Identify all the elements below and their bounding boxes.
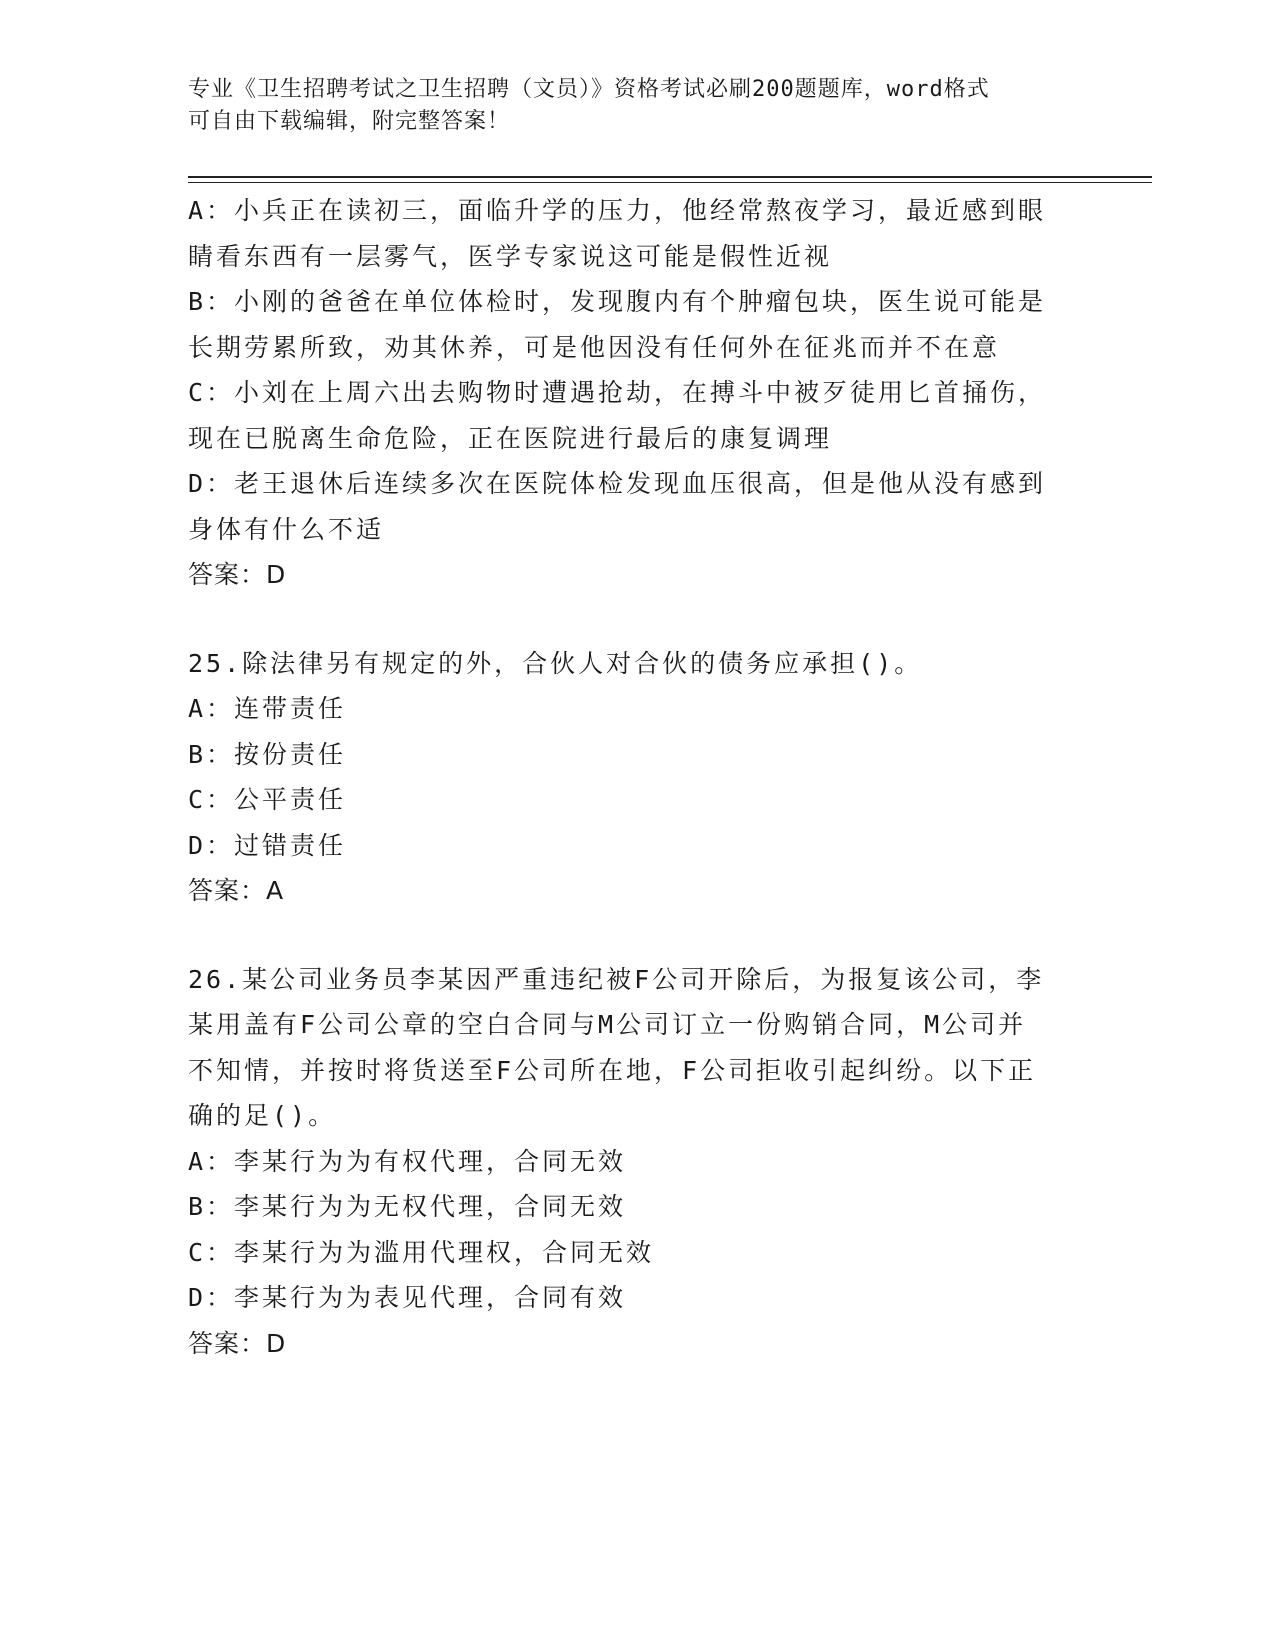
option-line: 身体有什么不适 bbox=[188, 514, 385, 544]
question-stem-line: 某用盖有F公司公章的空白合同与M公司订立一份购销合同，M公司并 bbox=[188, 1010, 1027, 1039]
answer-label: 答案：D bbox=[188, 560, 287, 589]
answer-label: 答案：A bbox=[188, 876, 285, 905]
option-a: A：连带责任 bbox=[188, 694, 347, 723]
option-line: 现在已脱离生命危险，正在医院进行最后的康复调理 bbox=[188, 423, 833, 453]
answer-label: 答案：D bbox=[188, 1328, 287, 1358]
option-c: C：李某行为为滥用代理权，合同无效 bbox=[188, 1237, 655, 1267]
option-line: D：老王退休后连续多次在医院体检发现血压很高，但是他从没有感到 bbox=[188, 469, 1047, 498]
option-b bbox=[188, 279, 1088, 370]
header-rule-thin bbox=[188, 182, 1152, 183]
option-c: C：公平责任 bbox=[188, 785, 347, 814]
header-rule-thick bbox=[188, 176, 1152, 178]
option-b: B：按份责任 bbox=[188, 739, 347, 769]
question-stem-line: 不知情，并按时将货送至F公司所在地，F公司拒收引起纠纷。以下正 bbox=[188, 1055, 1037, 1085]
option-c bbox=[188, 370, 1088, 461]
option-d: D：过错责任 bbox=[188, 830, 347, 860]
option-line: C：小刘在上周六出去购物时遭遇抢劫，在搏斗中被歹徒用匕首捅伤， bbox=[188, 378, 1047, 407]
header-line-1: 专业《卫生招聘考试之卫生招聘（文员）》资格考试必刷200题题库，word格式 bbox=[188, 77, 990, 102]
option-line: 长期劳累所致，劝其休养，可是他因没有任何外在征兆而并不在意 bbox=[188, 332, 1001, 362]
option-line: B：小刚的爸爸在单位体检时，发现腹内有个肿瘤包块，医生说可能是 bbox=[188, 287, 1047, 316]
question-content bbox=[188, 188, 1088, 1366]
document-header bbox=[188, 74, 1088, 138]
question-24 bbox=[188, 188, 1088, 598]
question-25 bbox=[188, 641, 1088, 914]
option-a bbox=[188, 188, 1088, 279]
question-stem-line: 26.某公司业务员李某因严重违纪被F公司开除后，为报复该公司，李 bbox=[188, 964, 1045, 994]
option-d: D：李某行为为表见代理，合同有效 bbox=[188, 1283, 627, 1312]
option-line: A：小兵正在读初三，面临升学的压力，他经常熬夜学习，最近感到眼 bbox=[188, 196, 1047, 225]
header-line-2: 可自由下载编辑，附完整答案！ bbox=[188, 109, 511, 134]
option-b: B：李某行为为无权代理，合同无效 bbox=[188, 1192, 627, 1221]
question-26 bbox=[188, 957, 1088, 1367]
question-stem-line: 确的足()。 bbox=[188, 1101, 337, 1130]
option-line: 睛看东西有一层雾气，医学专家说这可能是假性近视 bbox=[188, 241, 833, 271]
option-d bbox=[188, 461, 1088, 552]
question-stem: 25.除法律另有规定的外，合伙人对合伙的债务应承担()。 bbox=[188, 648, 923, 678]
option-a: A：李某行为为有权代理，合同无效 bbox=[188, 1146, 627, 1176]
